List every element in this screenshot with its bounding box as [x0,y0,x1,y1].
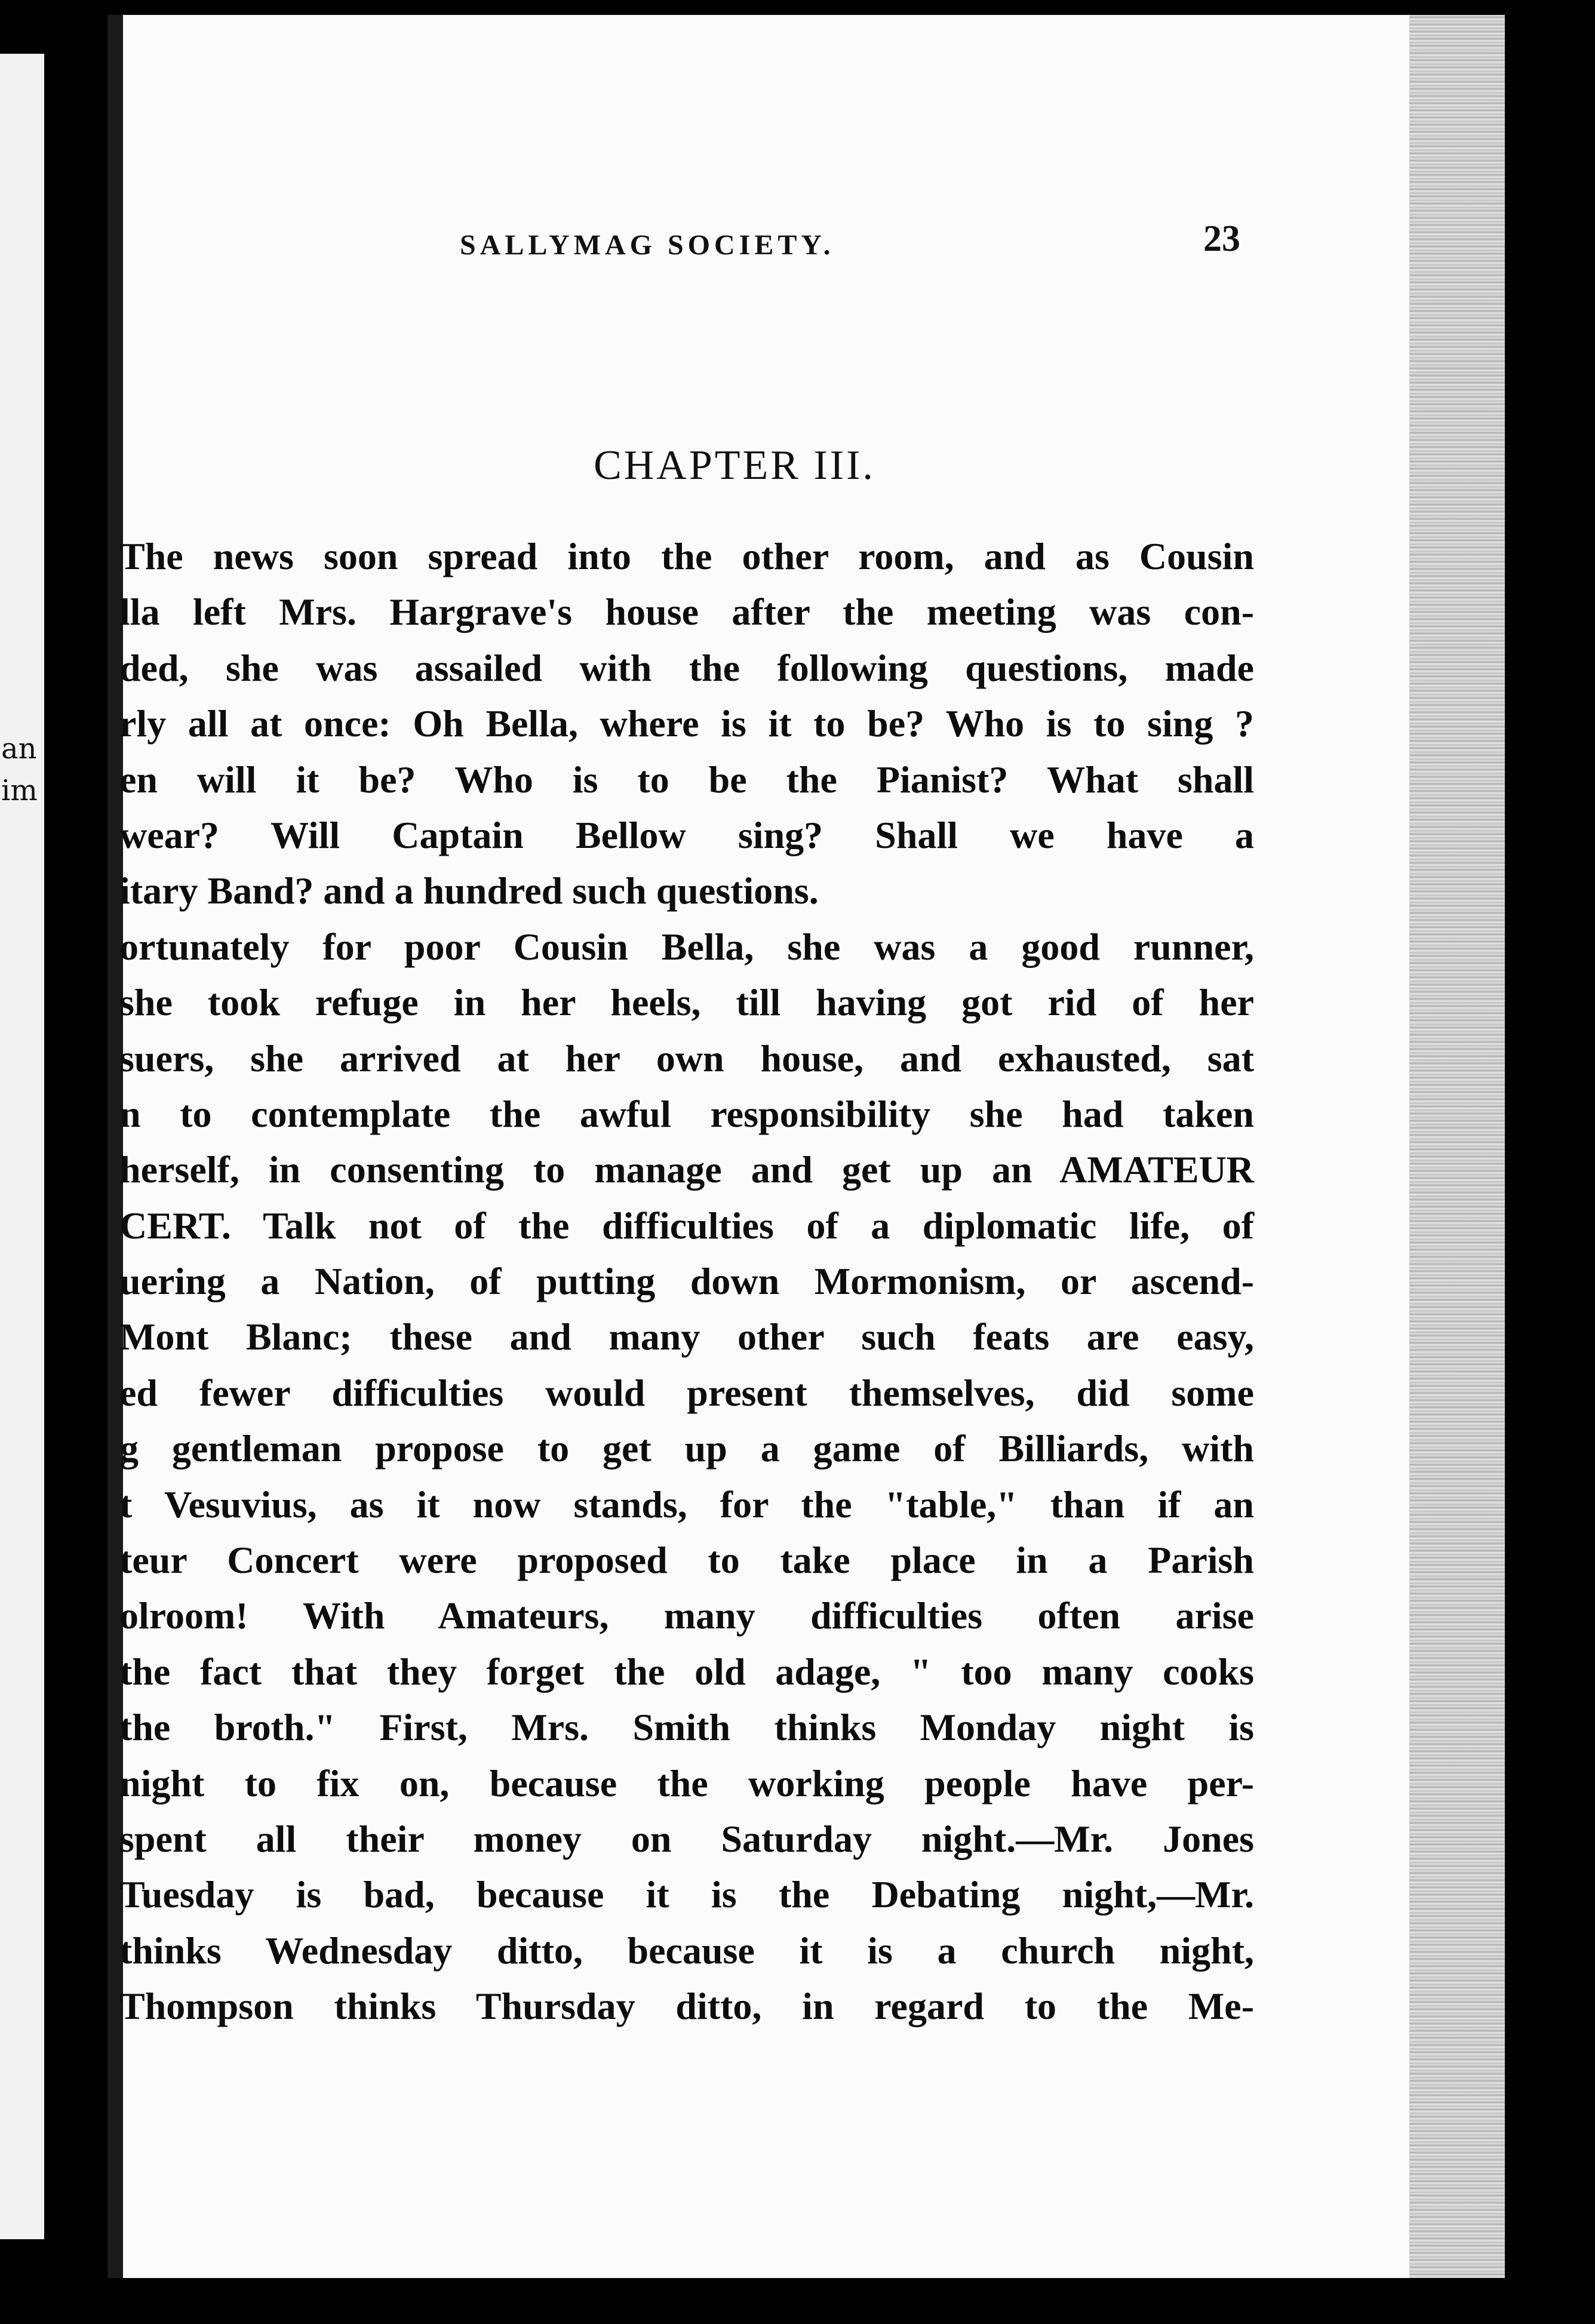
text-line: uering a Nation, of putting down Mormonism, or ascend- [119,1260,1254,1303]
text-line: teur Concert were proposed to take place in a Parish [119,1539,1254,1582]
text-line: Tuesday is bad, because it is the Debating night,—Mr. [119,1873,1254,1916]
chapter-title: CHAPTER III. [594,442,875,488]
page-number: 23 [1203,219,1240,259]
text-line: she took refuge in her heels, till having got rid of her [119,981,1254,1024]
text-line: the fact that they forget the old adage, " too many cooks [119,1650,1254,1693]
page-edge-shadow [1409,15,1505,2278]
text-line: Mont Blanc; these and many other such feats are easy, [119,1315,1254,1358]
text-line: thinks Wednesday ditto, because it is a church night, [119,1929,1254,1972]
adjacent-page-fragment: im [1,774,38,807]
body-text [119,528,1254,2034]
text-line: itary Band? and a hundred such questions. [119,869,819,912]
text-line: Thompson thinks Thursday ditto, in regard to the Me- [119,1985,1254,2028]
text-line: The news soon spread into the other room, and as Cousin [119,535,1254,577]
text-line: lla left Mrs. Hargrave's house after the meeting was con- [119,591,1254,634]
text-line: suers, she arrived at her own house, and exhausted, sat [119,1037,1254,1080]
text-line: CERT. Talk not of the difficulties of a diplomatic life, of [119,1204,1254,1247]
text-line: spent all their money on Saturday night.—Mr. Jones [119,1817,1254,1860]
text-line: rly all at once: Oh Bella, where is it to be? Who is to sing ? [119,702,1254,745]
text-line: night to fix on, because the working people have per- [119,1762,1254,1805]
adjacent-page-fragment: an [1,732,37,766]
text-line: t Vesuvius, as it now stands, for the "table," than if an [119,1483,1254,1526]
running-head: SALLYMAG SOCIETY. [460,229,835,261]
text-line: ortunately for poor Cousin Bella, she was a good runner, [119,925,1254,968]
text-line: g gentleman propose to get up a game of Billiards, with [119,1427,1254,1470]
text-line: ed fewer difficulties would present themselves, did some [119,1371,1254,1414]
text-line: olroom! With Amateurs, many difficulties often arise [119,1594,1254,1637]
text-line: n to contemplate the awful responsibility she had taken [119,1092,1254,1135]
text-line: ded, she was assailed with the following questions, made [119,646,1254,689]
text-line: wear? Will Captain Bellow sing? Shall we have a [119,813,1254,856]
book-page [107,15,1505,2278]
adjacent-page-strip [0,54,44,2239]
text-line: herself, in consenting to manage and get up an AMATEUR [119,1148,1254,1191]
text-line: en will it be? Who is to be the Pianist? What shall [119,758,1254,801]
text-line: the broth." First, Mrs. Smith thinks Monday night is [119,1706,1254,1749]
